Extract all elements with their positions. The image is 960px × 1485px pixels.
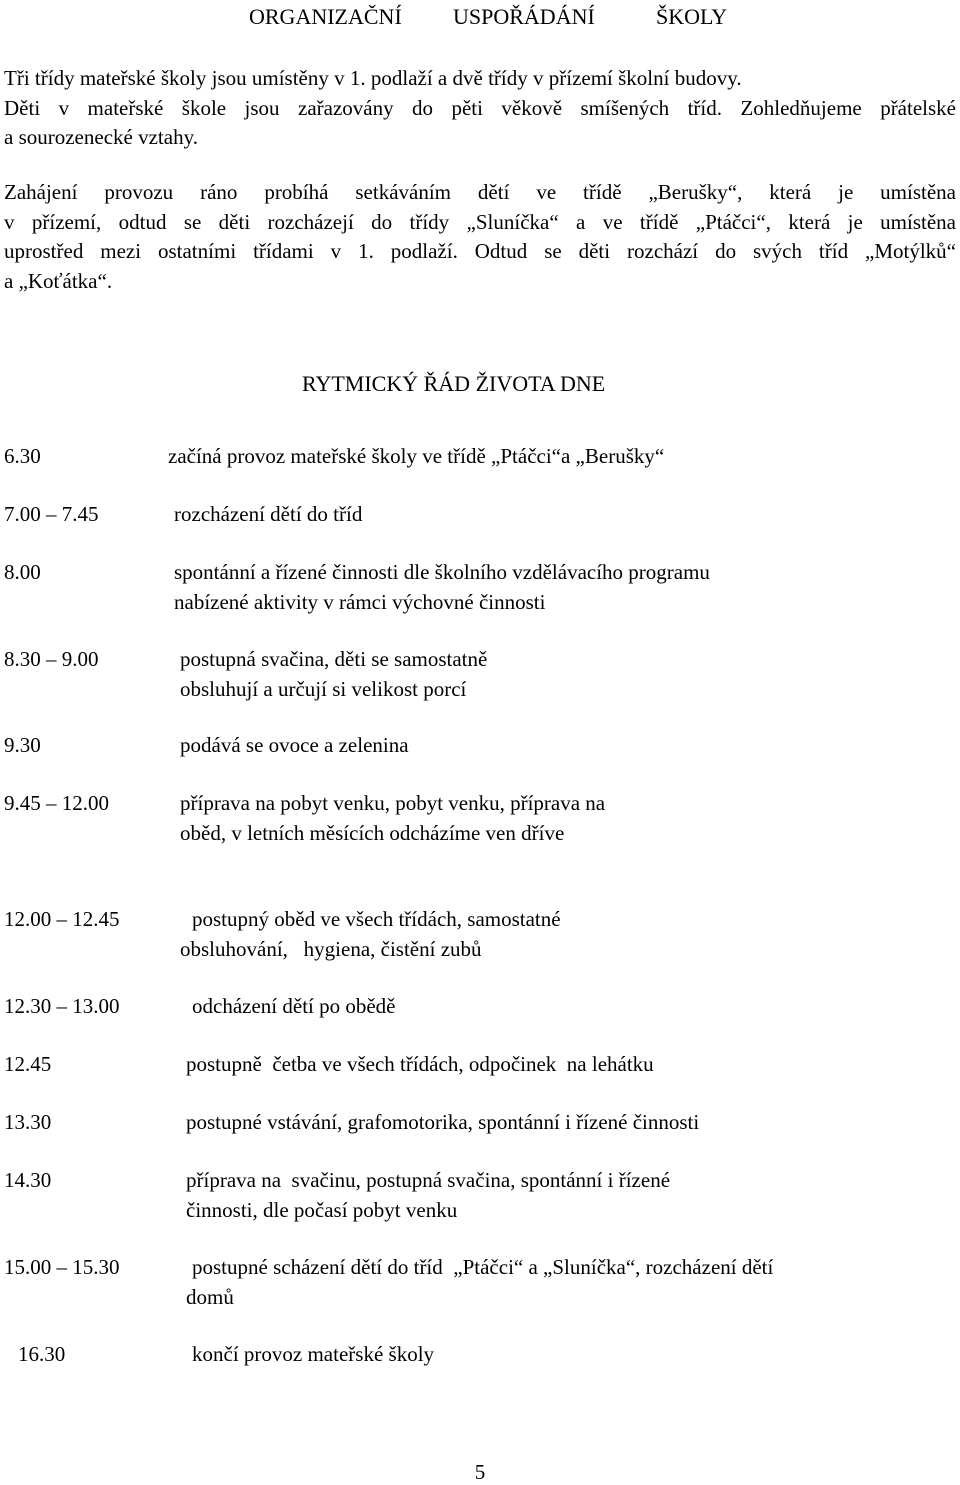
schedule-description: [180, 905, 561, 964]
schedule-description: [180, 645, 487, 704]
schedule-row: [0, 645, 960, 705]
schedule-description-line: rozcházení dětí do tříd: [174, 502, 363, 526]
schedule-description: [186, 1108, 699, 1138]
schedule-description-line: postupná svačina, děti se samostatně: [180, 647, 488, 671]
schedule-time: 12.30 – 13.00: [4, 994, 120, 1018]
opening-line: Zahájení provozu ráno probíhá setkáváním dětí ve třídě „Berušky“, která je umístěna: [4, 180, 956, 204]
schedule-description-line: podává se ovoce a zelenina: [180, 733, 409, 757]
schedule-description-line: příprava na pobyt venku, pobyt venku, příprava na: [180, 791, 606, 815]
schedule-description: [174, 500, 362, 530]
schedule-row: [0, 992, 960, 1052]
schedule-description-line: postupný oběd ve všech třídách, samostatné: [192, 907, 561, 931]
section-title: RYTMICKÝ ŘÁD ŽIVOTA DNE: [302, 371, 606, 396]
schedule-description: [180, 789, 605, 848]
schedule-description-line: postupné vstávání, grafomotorika, spontánní i řízené činnosti: [186, 1110, 700, 1134]
schedule-description-line: domů: [186, 1284, 234, 1309]
schedule-row: [0, 1340, 960, 1400]
schedule-time: 7.00 – 7.45: [4, 502, 99, 526]
schedule-description: [174, 558, 710, 617]
intro-paragraph: [4, 64, 956, 153]
schedule-row: [0, 442, 960, 502]
schedule-time: 16.30: [18, 1342, 66, 1366]
schedule-row: [0, 1108, 960, 1168]
title-word-2: USPOŘÁDÁNÍ: [453, 4, 595, 29]
opening-line: a „Koťátka“.: [4, 268, 113, 293]
schedule-description: [168, 442, 664, 472]
schedule-row: [0, 558, 960, 618]
schedule-description-line: nabízené aktivity v rámci výchovné činnosti: [174, 589, 546, 614]
schedule-description-line: odcházení dětí po obědě: [192, 994, 396, 1018]
schedule-row: [0, 1253, 960, 1313]
schedule-description: [186, 1166, 670, 1225]
title-word-3: ŠKOLY: [656, 4, 728, 29]
schedule-time: 6.30: [4, 444, 41, 468]
schedule-description: [192, 992, 396, 1022]
schedule-row: [0, 905, 960, 965]
intro-line: a sourozenecké vztahy.: [4, 125, 198, 149]
schedule-row: [0, 1050, 960, 1110]
schedule-row: [0, 731, 960, 791]
title-word-1: ORGANIZAČNÍ: [249, 4, 402, 29]
document-title: [0, 4, 960, 32]
schedule-description-line: obsluhování, hygiena, čistění zubů: [180, 936, 482, 961]
schedule-time: 12.45: [4, 1052, 52, 1076]
schedule-time: 9.45 – 12.00: [4, 791, 109, 815]
schedule-description-line: postupně četba ve všech třídách, odpočinek na lehátku: [186, 1052, 654, 1076]
schedule-row: [0, 1166, 960, 1226]
schedule-time: 8.00: [4, 560, 41, 584]
schedule-time: 14.30: [4, 1168, 52, 1192]
schedule-description-line: začíná provoz mateřské školy ve třídě „Ptáčci“a „Berušky“: [168, 444, 665, 468]
schedule-description-line: oběd, v letních měsících odcházíme ven dříve: [180, 820, 565, 845]
schedule-description: [180, 731, 409, 761]
intro-line: Děti v mateřské škole jsou zařazovány do pěti věkově smíšených tříd. Zohledňujeme přátelské: [4, 95, 956, 120]
schedule-time: 9.30: [4, 733, 41, 757]
schedule-description-line: příprava na svačinu, postupná svačina, spontánní i řízené: [186, 1168, 671, 1192]
schedule-row: [0, 500, 960, 560]
schedule-time: 8.30 – 9.00: [4, 647, 99, 671]
schedule-description-line: obsluhují a určují si velikost porcí: [180, 676, 467, 701]
opening-paragraph: [4, 178, 956, 296]
intro-line: Tři třídy mateřské školy jsou umístěny v 1. podlaží a dvě třídy v přízemí školní budovy.: [4, 66, 742, 90]
schedule-description-line: činnosti, dle počasí pobyt venku: [186, 1197, 458, 1222]
opening-line: uprostřed mezi ostatními třídami v 1. podlaží. Odtud se děti rozchází do svých tříd „Motýlků“: [4, 239, 956, 263]
schedule-time: 12.00 – 12.45: [4, 907, 120, 931]
schedule-row: [0, 789, 960, 849]
schedule-description: [186, 1050, 654, 1080]
schedule-description: [192, 1340, 434, 1370]
schedule-description: [186, 1253, 773, 1312]
schedule-time: 13.30: [4, 1110, 52, 1134]
page-number: 5: [474, 1460, 486, 1484]
schedule-time: 15.00 – 15.30: [4, 1255, 120, 1279]
opening-line: v přízemí, odtud se děti rozcházejí do třídy „Sluníčka“ a ve třídě „Ptáčci“, která je umístěna: [4, 209, 956, 234]
schedule-description-line: postupné scházení dětí do tříd „Ptáčci“ a „Sluníčka“, rozcházení dětí: [192, 1255, 774, 1279]
schedule-description-line: končí provoz mateřské školy: [192, 1342, 435, 1366]
schedule-description-line: spontánní a řízené činnosti dle školního vzdělávacího programu: [174, 560, 710, 584]
